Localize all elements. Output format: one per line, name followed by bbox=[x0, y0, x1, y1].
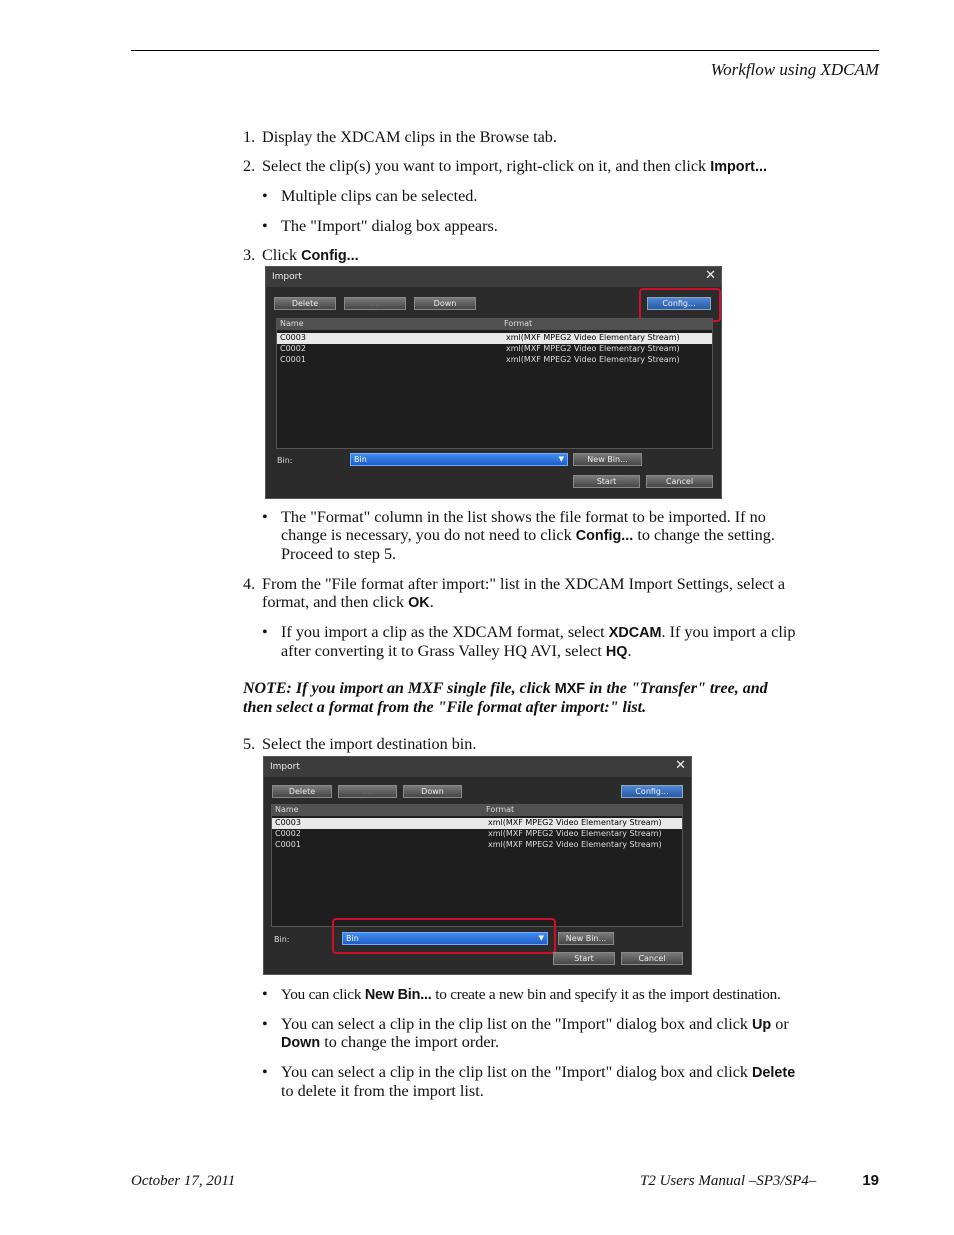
page-number: 19 bbox=[862, 1172, 879, 1189]
down-button[interactable]: Down bbox=[414, 297, 476, 310]
config-button[interactable]: Config... bbox=[647, 297, 711, 310]
bullet-marker: • bbox=[262, 217, 268, 235]
close-icon[interactable]: ✕ bbox=[705, 268, 716, 283]
footer-manual: T2 Users Manual –SP3/SP4– bbox=[640, 1173, 817, 1189]
hq-ref: HQ bbox=[605, 644, 628, 660]
chevron-down-icon: ▼ bbox=[558, 455, 564, 463]
bullet-multiple-clips: Multiple clips can be selected. bbox=[281, 187, 478, 205]
bullet-xdcam-2: after converting it to Grass Valley HQ AVI, select HQ. bbox=[281, 642, 632, 660]
bin-dropdown[interactable] bbox=[350, 453, 568, 466]
step-5-number: 5. bbox=[243, 735, 256, 753]
bullet-format-column-3: Proceed to step 5. bbox=[281, 545, 397, 563]
ok-ref: OK bbox=[408, 595, 430, 611]
row-name: C0003 bbox=[275, 818, 301, 827]
mxf-ref: MXF bbox=[554, 681, 586, 697]
dialog-titlebar bbox=[264, 757, 691, 777]
import-dialog-screenshot-2 bbox=[263, 756, 692, 975]
bullet-delete-1: You can select a clip in the clip list on the "Import" dialog box and click Delete bbox=[281, 1063, 796, 1081]
up-ref: Up bbox=[752, 1017, 772, 1033]
config-button[interactable]: Config... bbox=[621, 785, 683, 798]
bullet-dialog-appears: The "Import" dialog box appears. bbox=[281, 217, 498, 235]
bullet-marker: • bbox=[262, 985, 268, 1003]
running-title: Workflow using XDCAM bbox=[710, 60, 879, 79]
step-5-text: Select the import destination bin. bbox=[262, 735, 477, 753]
import-ref: Import... bbox=[710, 159, 767, 175]
bullet-marker: • bbox=[262, 187, 268, 205]
bullet-up-down-1: You can select a clip in the clip list on the "Import" dialog box and click Up or bbox=[281, 1015, 789, 1033]
delete-button[interactable]: Delete bbox=[274, 297, 336, 310]
bullet-marker: • bbox=[262, 1015, 268, 1033]
row-format: xml(MXF MPEG2 Video Elementary Stream) bbox=[488, 829, 662, 838]
start-button[interactable]: Start bbox=[573, 475, 640, 488]
column-format: Format bbox=[504, 319, 533, 328]
new-bin-button[interactable]: New Bin... bbox=[573, 453, 642, 466]
row-name: C0001 bbox=[280, 355, 306, 364]
row-format: xml(MXF MPEG2 Video Elementary Stream) bbox=[488, 840, 662, 849]
xdcam-ref: XDCAM bbox=[608, 625, 662, 641]
chevron-down-icon: ▼ bbox=[538, 934, 544, 942]
table-row[interactable] bbox=[277, 344, 712, 355]
clip-list[interactable] bbox=[271, 804, 683, 927]
footer-date: October 17, 2011 bbox=[131, 1173, 236, 1189]
bullet-delete-2: to delete it from the import list. bbox=[281, 1082, 484, 1100]
row-name: C0001 bbox=[275, 840, 301, 849]
down-ref: Down bbox=[281, 1035, 321, 1051]
table-row[interactable] bbox=[277, 333, 712, 344]
config-ref: Config... bbox=[301, 248, 359, 264]
bullet-format-column-1: The "Format" column in the list shows the file format to be imported. If no bbox=[281, 508, 766, 526]
cancel-button[interactable]: Cancel bbox=[621, 952, 683, 965]
bullet-marker: • bbox=[262, 508, 268, 526]
row-format: xml(MXF MPEG2 Video Elementary Stream) bbox=[506, 344, 680, 353]
delete-ref: Delete bbox=[752, 1065, 796, 1081]
step-4-text-2: format, and then click OK. bbox=[262, 593, 434, 611]
dialog-title: Import bbox=[270, 762, 300, 772]
bin-label: Bin: bbox=[274, 935, 290, 944]
dialog-titlebar bbox=[266, 267, 721, 287]
bullet-format-column-2: change is necessary, you do not need to click Config... to change the setting. bbox=[281, 526, 775, 544]
column-name: Name bbox=[275, 805, 299, 814]
start-button[interactable]: Start bbox=[553, 952, 615, 965]
column-format: Format bbox=[486, 805, 515, 814]
config-highlight bbox=[639, 288, 721, 322]
close-icon[interactable]: ✕ bbox=[675, 758, 686, 773]
bullet-new-bin: You can click New Bin... to create a new bin and specify it as the import destination. bbox=[281, 986, 781, 1003]
row-format: xml(MXF MPEG2 Video Elementary Stream) bbox=[506, 355, 680, 364]
config-ref: Config... bbox=[575, 528, 634, 544]
table-row[interactable] bbox=[272, 818, 682, 829]
clip-list[interactable] bbox=[276, 318, 713, 449]
bin-value: Bin bbox=[354, 455, 367, 464]
new-bin-button[interactable]: New Bin... bbox=[558, 932, 614, 945]
table-row[interactable] bbox=[272, 840, 682, 851]
bin-label: Bin: bbox=[277, 456, 293, 465]
header-rule bbox=[131, 50, 879, 51]
down-button[interactable]: Down bbox=[403, 785, 462, 798]
bullet-marker: • bbox=[262, 1063, 268, 1081]
cancel-button[interactable]: Cancel bbox=[646, 475, 713, 488]
up-button[interactable]: Up bbox=[338, 785, 397, 798]
bullet-up-down-2: Down to change the import order. bbox=[281, 1033, 500, 1051]
step-1-text: Display the XDCAM clips in the Browse tab. bbox=[262, 128, 557, 146]
note-line-2: then select a format from the "File format after import:" list. bbox=[243, 699, 647, 716]
table-row[interactable] bbox=[272, 829, 682, 840]
step-4-number: 4. bbox=[243, 575, 256, 593]
table-row[interactable] bbox=[277, 355, 712, 366]
step-3-number: 3. bbox=[243, 246, 256, 264]
bin-highlight bbox=[332, 918, 556, 954]
row-format: xml(MXF MPEG2 Video Elementary Stream) bbox=[506, 333, 680, 342]
list-header bbox=[277, 319, 712, 330]
step-2-text: Select the clip(s) you want to import, right-click on it, and then click Import... bbox=[262, 157, 767, 175]
column-name: Name bbox=[280, 319, 304, 328]
row-name: C0002 bbox=[275, 829, 301, 838]
new-bin-ref: New Bin... bbox=[364, 987, 432, 1003]
bin-value: Bin bbox=[346, 934, 359, 943]
row-name: C0003 bbox=[280, 333, 306, 342]
bullet-xdcam-1: If you import a clip as the XDCAM format, select XDCAM. If you import a clip bbox=[281, 623, 796, 641]
step-3-text: Click Config... bbox=[262, 246, 359, 264]
step-2-number: 2. bbox=[243, 157, 256, 175]
list-header bbox=[272, 805, 682, 816]
import-dialog-screenshot-1 bbox=[265, 266, 722, 499]
dialog-title: Import bbox=[272, 272, 302, 282]
row-name: C0002 bbox=[280, 344, 306, 353]
step-1-number: 1. bbox=[243, 128, 256, 146]
delete-button[interactable]: Delete bbox=[272, 785, 332, 798]
row-format: xml(MXF MPEG2 Video Elementary Stream) bbox=[488, 818, 662, 827]
step-4-text-1: From the "File format after import:" list in the XDCAM Import Settings, select a bbox=[262, 575, 786, 593]
bullet-marker: • bbox=[262, 623, 268, 641]
note-line-1: NOTE: If you import an MXF single file, click MXF in the "Transfer" tree, and bbox=[243, 680, 768, 697]
up-button[interactable]: Up bbox=[344, 297, 406, 310]
